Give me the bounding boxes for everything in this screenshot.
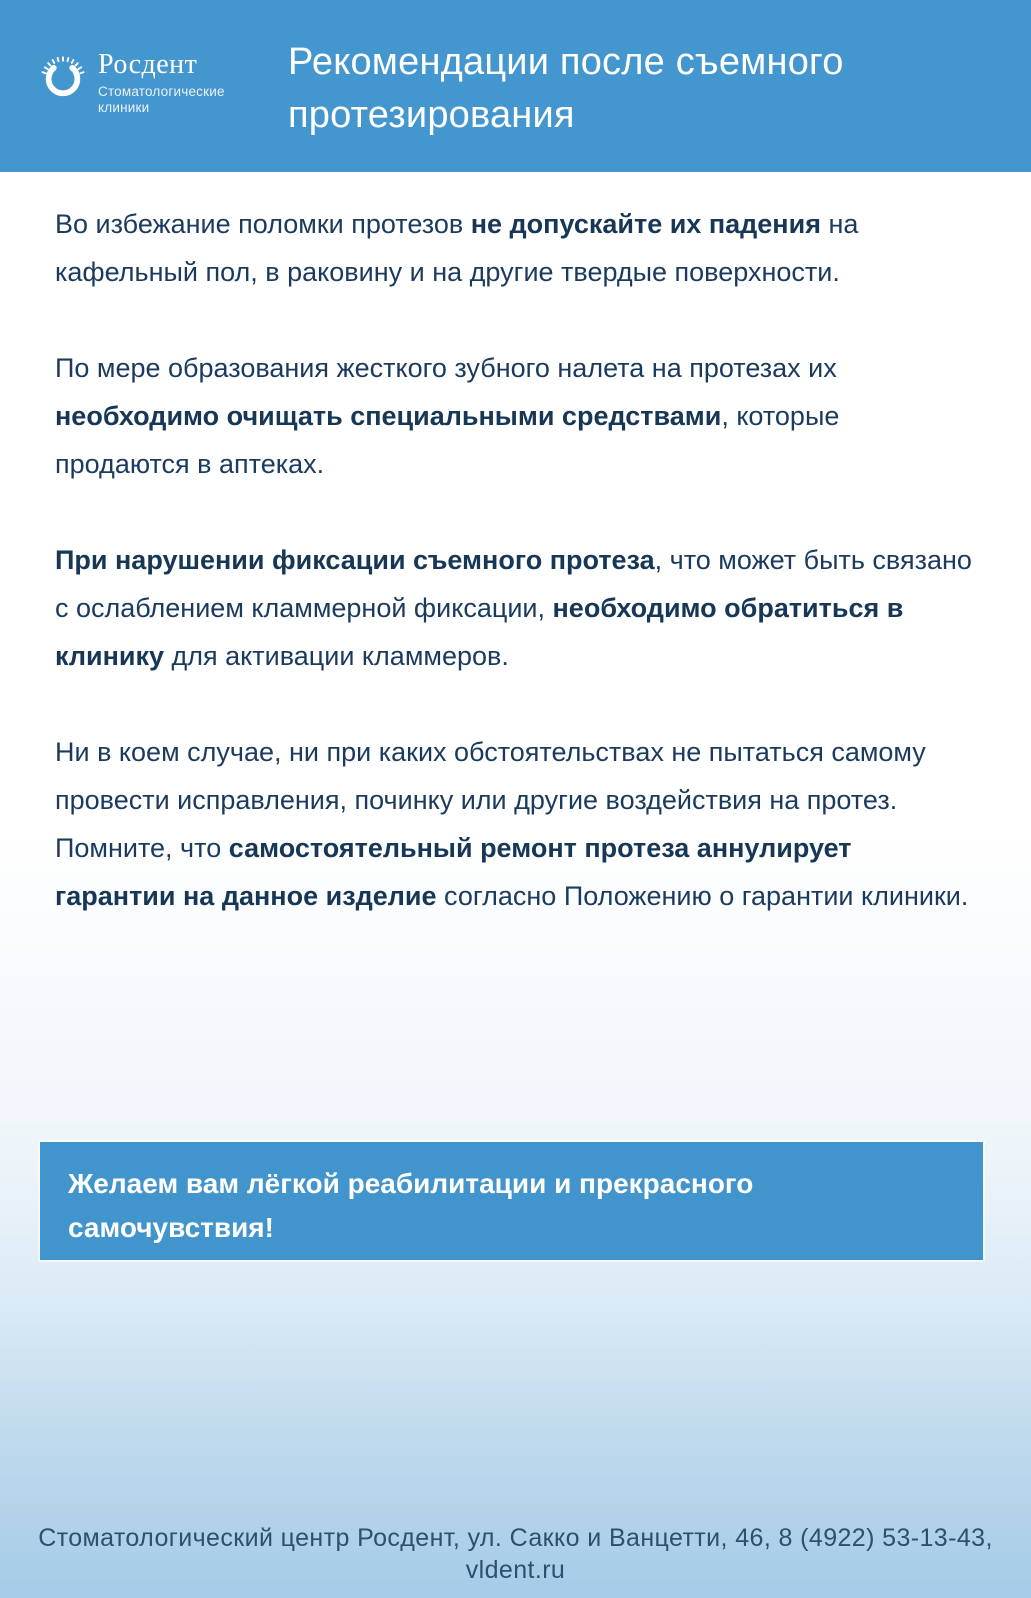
logo-subtitle-line2: клиники	[98, 100, 150, 115]
paragraph-segment: По мере образования жесткого зубного налета на протезах их	[55, 353, 837, 383]
paragraph-bold-segment: не допускайте их падения	[470, 209, 821, 239]
wishes-banner	[40, 1142, 983, 1260]
paragraph	[55, 728, 979, 920]
paragraph-bold-segment: самостоятельный ремонт протеза аннулирует гарантии на данное изделие	[55, 833, 852, 911]
paragraph	[55, 536, 979, 680]
paragraph-segment: Во избежание поломки протезов	[55, 209, 471, 239]
paragraph-segment: на кафельный пол, в раковину и на другие твердые поверхности.	[55, 209, 859, 287]
logo-subtitle-line1: Стоматологические	[98, 84, 225, 99]
paragraph-bold-segment: необходимо очищать специальными средствами	[55, 401, 722, 431]
paragraph	[55, 344, 979, 488]
paragraph-bold-segment: При нарушении фиксации съемного протеза	[55, 545, 655, 575]
paragraph-bold-segment: необходимо обратиться в клинику	[55, 593, 904, 671]
clinic-contacts-footer: Стоматологический центр Росдент, ул. Сакко и Ванцетти, 46, 8 (4922) 53-13-43, vldent.ru	[38, 1524, 993, 1584]
rosdent-logo-text	[98, 50, 225, 116]
logo-subtitle	[98, 84, 225, 116]
rosdent-logo	[40, 50, 225, 116]
paragraph-segment: Ни в коем случае, ни при каких обстоятельствах не пытаться самому провести исправления, починку или другие воздействия на протез. Помните, что	[55, 737, 926, 863]
paragraph-segment: , что может быть связано с ослаблением кламмерной фиксации,	[55, 545, 972, 623]
logo-brand-name: Росдент	[98, 49, 198, 80]
rosdent-sun-arc-icon	[40, 52, 86, 100]
paragraph-segment: для активации кламмеров.	[164, 641, 509, 671]
paragraph	[55, 200, 979, 296]
recommendations-text	[55, 200, 979, 968]
page-title: Рекомендации после съемного протезирования	[288, 41, 844, 136]
header-band	[0, 0, 1031, 172]
paragraph-segment: согласно Положению о гарантии клиники.	[436, 881, 969, 911]
paragraph-segment: , которые продаются в аптеках.	[55, 401, 840, 479]
wishes-banner-text: Желаем вам лёгкой реабилитации и прекрасного самочувствия!	[68, 1168, 754, 1243]
